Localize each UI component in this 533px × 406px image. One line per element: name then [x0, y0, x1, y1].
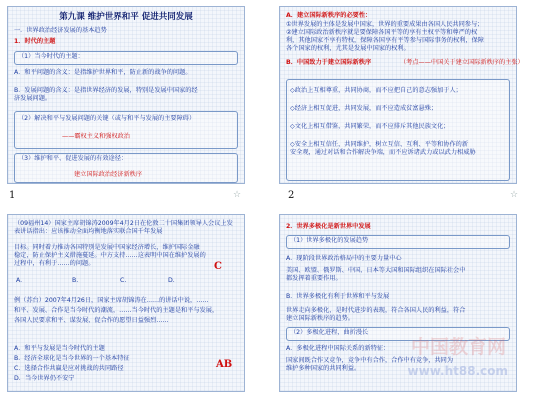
option-line[interactable]: C．选择合作共赢是应对挑战的共同路径	[14, 365, 124, 372]
text-line: 济发展问题。	[14, 95, 52, 102]
subsection-heading: 1．时代的主题	[14, 38, 56, 45]
slide-1[interactable]	[7, 6, 245, 184]
text-line: 各个国家的权利，尤其是发展中国家的权利。	[286, 45, 410, 52]
text-line: 各国人民要求和平、谋发展、促合作的愿望日益强烈……	[14, 317, 169, 324]
star-icon[interactable]: ☆	[510, 190, 519, 200]
section-heading: 2．世界多极化是新世界中发展	[286, 223, 371, 230]
answer-label: AB	[216, 359, 233, 370]
question-text: （09福州14）国家主席胡锦涛2009年4月2日在伦敦二十国集团领导人会议上发表讲话指出：应该推动全面均衡地落实联合国千年发展	[14, 220, 233, 235]
text-line: ◇安全上相互信任，共同维护，树立互信、互利、平等和协作的新	[290, 141, 469, 148]
answer-line: ——霸权主义和强权政治	[62, 133, 131, 140]
text-line: 目标。同时着力推动各国特别是发展中国家经济增长，维护国际金融	[14, 244, 200, 251]
text-line: ②建立国际政治新秩序就是要保障各国平等的享有主权平等和尊严的权	[286, 29, 478, 36]
text-line: 维护多种国家的共同利益。	[286, 365, 361, 372]
option-line[interactable]: D．当今世界仍不安宁	[14, 375, 75, 382]
text-line: A．和平问题的含义：是指维护世界和平，防止新的战争的问题。	[14, 69, 192, 76]
slide-2[interactable]	[279, 6, 524, 184]
option-a[interactable]: A.	[16, 277, 23, 284]
text-line: ◇文化上相互借鉴，共同繁荣，而不应排斥其他民族文化；	[290, 123, 450, 130]
page-number: 2	[288, 190, 295, 201]
subheading: （1）世界多极化的发展趋势	[290, 237, 369, 244]
text-line: 都发挥着重要作用。	[286, 275, 342, 282]
text-line: 利，其他国家不享有特权，保障各国享有平等参与国际事务的权利，保障	[286, 37, 484, 44]
option-b[interactable]: B.	[72, 277, 79, 284]
exam-point: （考点——中国关于建立国际新秩序的主张）	[400, 59, 524, 66]
text-line: 过程中，有利于……的问题。	[14, 260, 95, 267]
text-line: 安全观，通过对话和合作解决争端，而不应诉诸武力或以武力相威胁	[290, 149, 476, 156]
text-line: 稳定，防止保护主义措施蔓延。中方支持……这表明中国在维护发展的	[14, 252, 206, 259]
page-number: 1	[9, 190, 16, 201]
text-line: ◇经济上相互促进，共同发展，而不应造成贫富悬殊；	[290, 105, 438, 112]
section-heading: A．建立国际新秩序的必要性：	[286, 12, 372, 19]
text-line: 例（苏台）2007年4月26日，国家主席胡锦涛在……的讲话中说，……	[14, 297, 209, 304]
text-line: 国家间既合作又竞争，竞争中有合作，合作中有竞争，共同为	[286, 357, 454, 364]
answer-label: C	[214, 261, 222, 272]
slide-4[interactable]	[279, 214, 517, 392]
section-heading: B．中国致力于建立国际新秩序	[286, 59, 372, 66]
text-line: ①世界发展的主体是发展中国家，世界的重要成果由各国人民共同参与；	[286, 21, 484, 28]
text-line: （1）当今时代的主题：	[18, 53, 84, 60]
section-heading: 一．世界政治经济发展的基本趋势	[14, 27, 107, 34]
text-line: ◇政治上互相尊重，共同协商，而不应把自己的意志强加于人；	[290, 87, 462, 94]
star-icon[interactable]: ☆	[233, 190, 242, 200]
text-line: A．现阶段世界政治格局中的主要力量中心	[286, 255, 402, 262]
subheading: （2）多极化进程，曲折漫长	[290, 329, 369, 336]
watermark-url: www.ht88.com	[407, 364, 508, 378]
text-line: 世界走向多极化，是时代进步的表现，符合各国人民的利益，符合	[286, 307, 466, 314]
text-line: 和平、发展、合作是当今时代的潮流，……当今时代的主题是和平与发展，	[14, 307, 219, 314]
text-line: （3）维护和平、促进发展的有效途径：	[18, 155, 128, 162]
text-line: （2）解决和平与发展问题的关键（或与和平与发展的主要障碍）	[18, 115, 196, 122]
watermark-text: 中国教育网	[410, 336, 506, 358]
text-line: A．多极化进程中国际关系的新特征：	[286, 345, 390, 352]
slide-3[interactable]	[7, 214, 245, 392]
option-c[interactable]: C.	[120, 277, 127, 284]
text-line: B．世界多极化有利于世界和平与发展	[286, 293, 390, 300]
option-line[interactable]: A．和平与发展是当今时代的主题	[14, 345, 105, 352]
text-line: B．发展问题的含义：是指世界经济的发展，特别是发展中国家的经	[14, 87, 198, 94]
answer-line: 建立国际政治经济新秩序	[74, 171, 143, 178]
slide-title: 第九课 维护世界和平 促进共同发展	[59, 12, 193, 22]
text-line: 美国、欧盟、俄罗斯、中国、日本等大国和国际组织在国际社会中	[286, 267, 466, 274]
option-d[interactable]: D.	[168, 277, 175, 284]
text-line: 建立国际新秩序的趋势。	[286, 315, 355, 322]
option-line[interactable]: B．经济全球化是当今世界的一个基本特征	[14, 355, 130, 362]
